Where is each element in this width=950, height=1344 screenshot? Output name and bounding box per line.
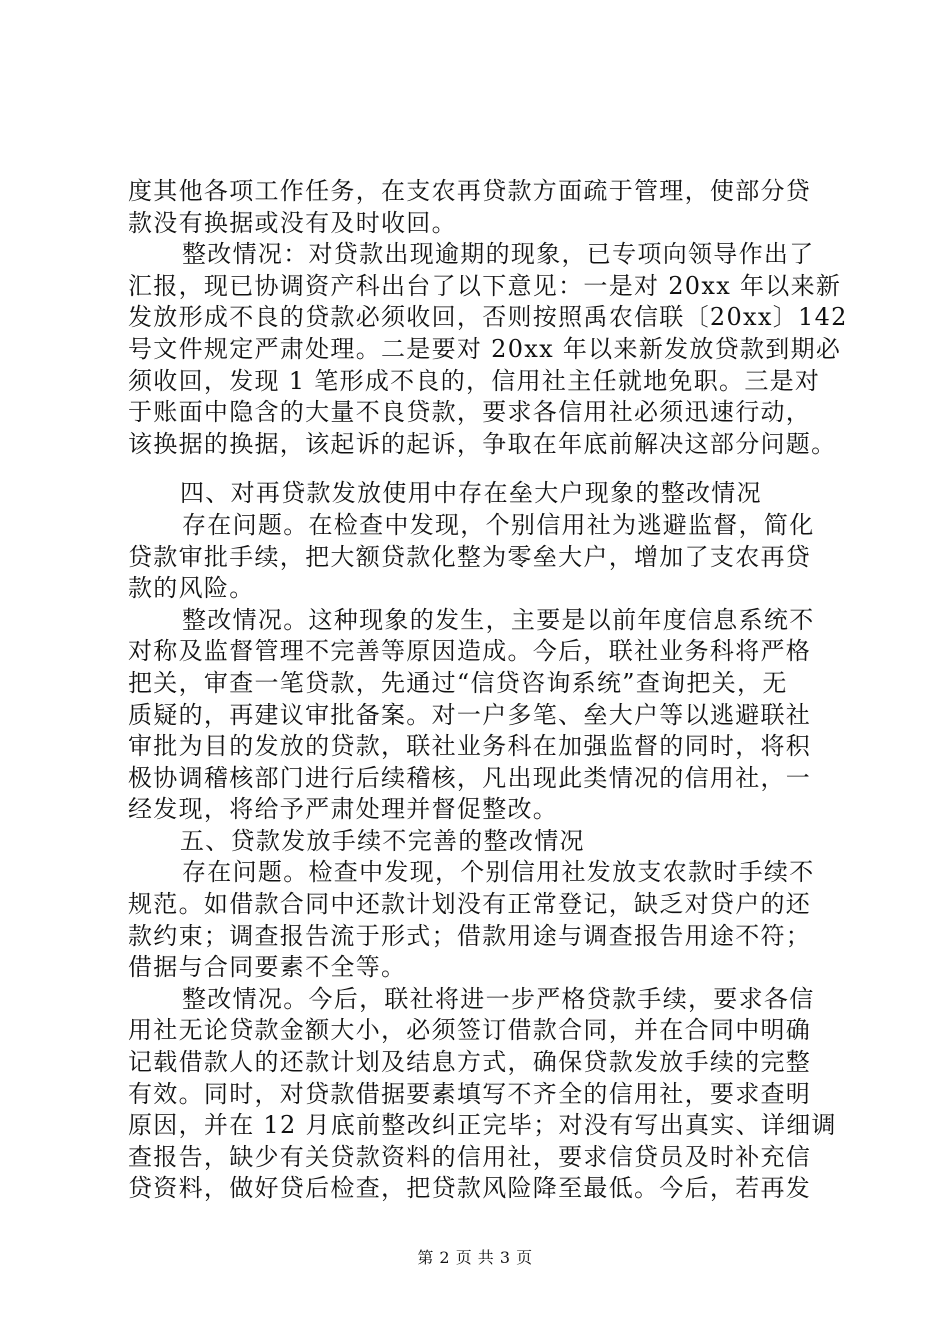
paragraph-rectification-5 bbox=[128, 984, 837, 1205]
text-line: 原因，并在 12 月底前整改纠正完毕；对没有写出真实、详细调 bbox=[128, 1111, 837, 1140]
text-line: 审批为目的发放的贷款，联社业务科在加强监督的同时，将积 bbox=[128, 732, 812, 761]
text-line: 款的风险。 bbox=[128, 574, 255, 603]
document-body bbox=[128, 176, 848, 1205]
text-line: 号文件规定严肃处理。二是要对 20xx 年以来新发放贷款到期必 bbox=[128, 334, 842, 363]
text-line: 发放形成不良的贷款必须收回，否则按照禹农信联〔20xx〕142 bbox=[128, 303, 848, 332]
text-line: 借据与合同要素不全等。 bbox=[128, 953, 407, 982]
paragraph-problem-5 bbox=[128, 857, 828, 983]
section-heading: 五、贷款发放手续不完善的整改情况 bbox=[180, 826, 585, 855]
text-line: 整改情况。这种现象的发生，主要是以前年度信息系统不 bbox=[182, 605, 815, 634]
text-line: 该换据的换据，该起诉的起诉，争取在年底前解决这部分问题。 bbox=[128, 429, 837, 458]
section-heading-5 bbox=[128, 826, 828, 858]
text-line: 对称及监督管理不完善等原因造成。今后，联社业务科将严格 bbox=[128, 637, 812, 666]
text-line: 汇报，现已协调资产科出台了以下意见：一是对 20xx 年以来新 bbox=[128, 271, 842, 300]
text-line: 整改情况。今后，联社将进一步严格贷款手续，要求各信 bbox=[182, 984, 815, 1013]
text-line: 贷资料，做好贷后检查，把贷款风险降至最低。今后，若再发 bbox=[128, 1174, 812, 1203]
paragraph-rectification-overdue bbox=[128, 239, 848, 460]
text-line: 记载借款人的还款计划及结息方式，确保贷款发放手续的完整 bbox=[128, 1048, 812, 1077]
text-line: 把关，审查一笔贷款，先通过“信贷咨询系统”查询把关，无 bbox=[128, 668, 788, 697]
text-line: 款约束；调查报告流于形式；借款用途与调查报告用途不符； bbox=[128, 921, 812, 950]
text-line: 于账面中隐含的大量不良贷款，要求各信用社必须迅速行动， bbox=[128, 398, 812, 427]
text-line: 存在问题。检查中发现，个别信用社发放支农款时手续不 bbox=[182, 858, 815, 887]
paragraph-rectification-4 bbox=[128, 605, 828, 826]
text-line: 用社无论贷款金额大小，必须签订借款合同，并在合同中明确 bbox=[128, 1016, 812, 1045]
section-heading-4 bbox=[128, 478, 828, 510]
text-line: 存在问题。在检查中发现，个别信用社为逃避监督，简化 bbox=[182, 510, 815, 539]
text-line: 质疑的，再建议审批备案。对一户多笔、垒大户等以逃避联社 bbox=[128, 700, 812, 729]
paragraph-problem-4 bbox=[128, 510, 828, 605]
paragraph-continuation bbox=[128, 176, 828, 239]
text-line: 规范。如借款合同中还款计划没有正常登记，缺乏对贷户的还 bbox=[128, 890, 812, 919]
text-line: 极协调稽核部门进行后续稽核，凡出现此类情况的信用社，一 bbox=[128, 763, 812, 792]
text-line: 须收回，发现 1 笔形成不良的，信用社主任就地免职。三是对 bbox=[128, 366, 821, 395]
text-line: 整改情况：对贷款出现逾期的现象，已专项向领导作出了 bbox=[182, 240, 815, 269]
text-line: 有效。同时，对贷款借据要素填写不齐全的信用社，要求查明 bbox=[128, 1079, 812, 1108]
section-spacer bbox=[128, 460, 828, 478]
text-line: 贷款审批手续，把大额贷款化整为零垒大户，增加了支农再贷 bbox=[128, 542, 812, 571]
text-line: 款没有换据或没有及时收回。 bbox=[128, 208, 457, 237]
section-heading: 四、对再贷款发放使用中存在垒大户现象的整改情况 bbox=[180, 479, 762, 508]
text-line: 查报告，缺少有关贷款资料的信用社，要求信贷员及时补充信 bbox=[128, 1142, 812, 1171]
text-line: 经发现，将给予严肃处理并督促整改。 bbox=[128, 795, 559, 824]
text-line: 度其他各项工作任务，在支农再贷款方面疏于管理，使部分贷 bbox=[128, 177, 812, 205]
page-number-footer: 第 2 页 共 3 页 bbox=[417, 1248, 533, 1267]
